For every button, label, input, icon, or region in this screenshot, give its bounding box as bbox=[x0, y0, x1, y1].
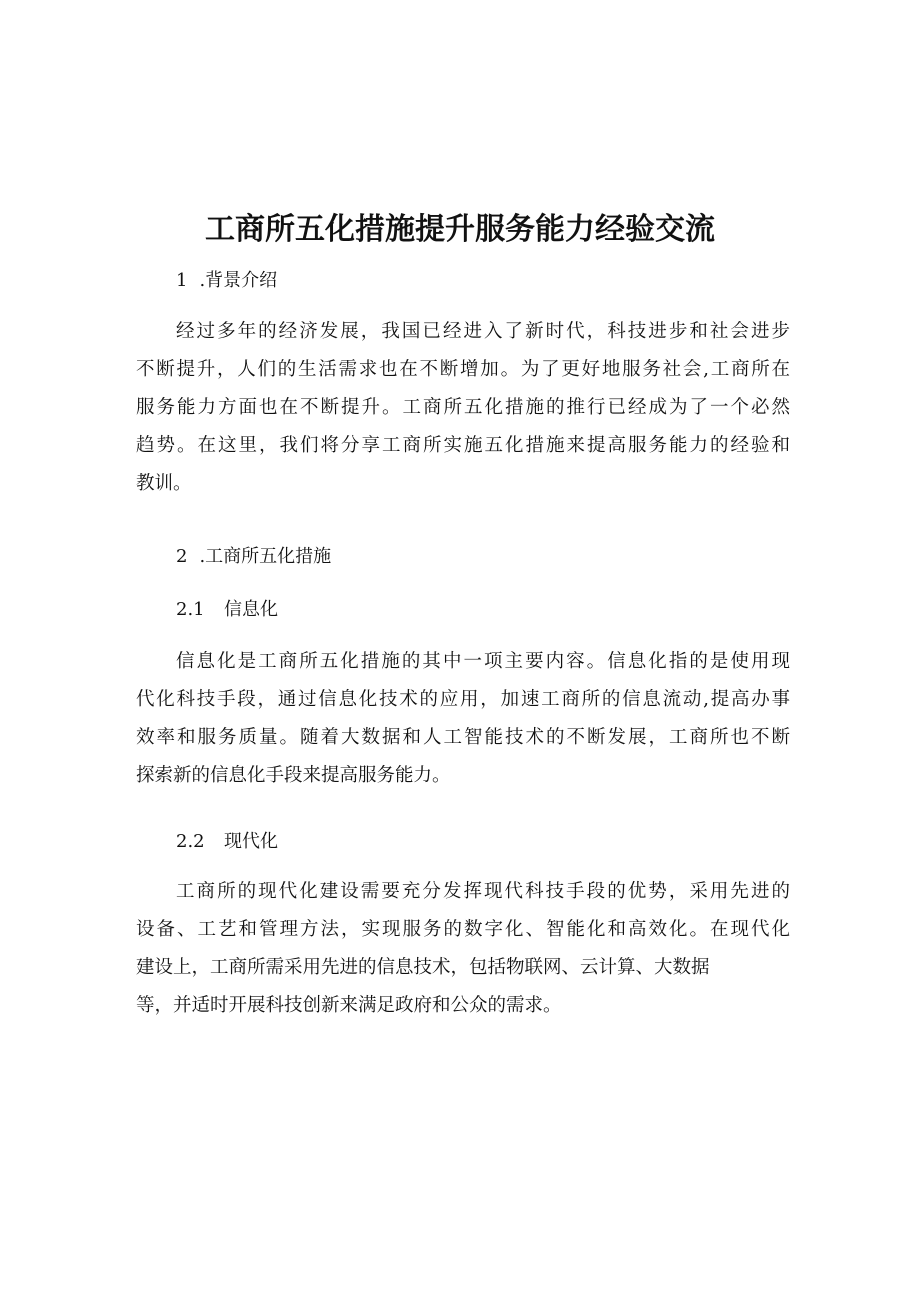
paragraph-line: 探索新的信息化手段来提高服务能力。 bbox=[136, 765, 451, 786]
subsection-heading-informatization bbox=[176, 597, 278, 623]
subsection-number: 2.1 bbox=[176, 599, 205, 620]
paragraph-modernization bbox=[136, 873, 790, 1025]
section-label: .工商所五化措施 bbox=[199, 546, 332, 567]
section-heading-background bbox=[176, 268, 277, 294]
subsection-number: 2.2 bbox=[176, 831, 205, 852]
subsection-label: 信息化 bbox=[224, 599, 278, 620]
section-heading-measures bbox=[176, 544, 331, 570]
paragraph-line: 服务能力方面也在不断提升。工商所五化措施的推行已经成为了一个必然 bbox=[136, 397, 790, 418]
subsection-heading-modernization bbox=[176, 829, 278, 855]
paragraph-line: 代化科技手段，通过信息化技术的应用，加速工商所的信息流动,提高办事 bbox=[136, 689, 790, 710]
paragraph-informatization bbox=[136, 643, 790, 795]
document-title: 工商所五化措施提升服务能力经验交流 bbox=[205, 212, 715, 247]
paragraph-line: 趋势。在这里，我们将分享工商所实施五化措施来提高服务能力的经验和 bbox=[136, 435, 790, 456]
paragraph-line: 效率和服务质量。随着大数据和人工智能技术的不断发展，工商所也不断 bbox=[136, 727, 790, 748]
paragraph-line: 不断提升，人们的生活需求也在不断增加。为了更好地服务社会,工商所在 bbox=[136, 359, 790, 380]
section-label: .背景介绍 bbox=[199, 270, 278, 291]
paragraph-background bbox=[136, 313, 790, 503]
paragraph-line: 工商所的现代化建设需要充分发挥现代科技手段的优势，采用先进的 bbox=[176, 881, 790, 902]
paragraph-line: 教训。 bbox=[136, 473, 192, 494]
paragraph-line: 经过多年的经济发展，我国已经进入了新时代，科技进步和社会进步 bbox=[176, 321, 790, 342]
section-number: 1 bbox=[176, 270, 188, 291]
subsection-label: 现代化 bbox=[224, 831, 278, 852]
paragraph-line: 建设上，工商所需采用先进的信息技术，包括物联网、云计算、大数据 bbox=[136, 957, 710, 978]
paragraph-line: 设备、工艺和管理方法，实现服务的数字化、智能化和高效化。在现代化 bbox=[136, 919, 790, 940]
paragraph-line: 信息化是工商所五化措施的其中一项主要内容。信息化指的是使用现 bbox=[176, 651, 790, 672]
paragraph-line: 等，并适时开展科技创新来满足政府和公众的需求。 bbox=[136, 995, 562, 1016]
section-number: 2 bbox=[176, 546, 188, 567]
